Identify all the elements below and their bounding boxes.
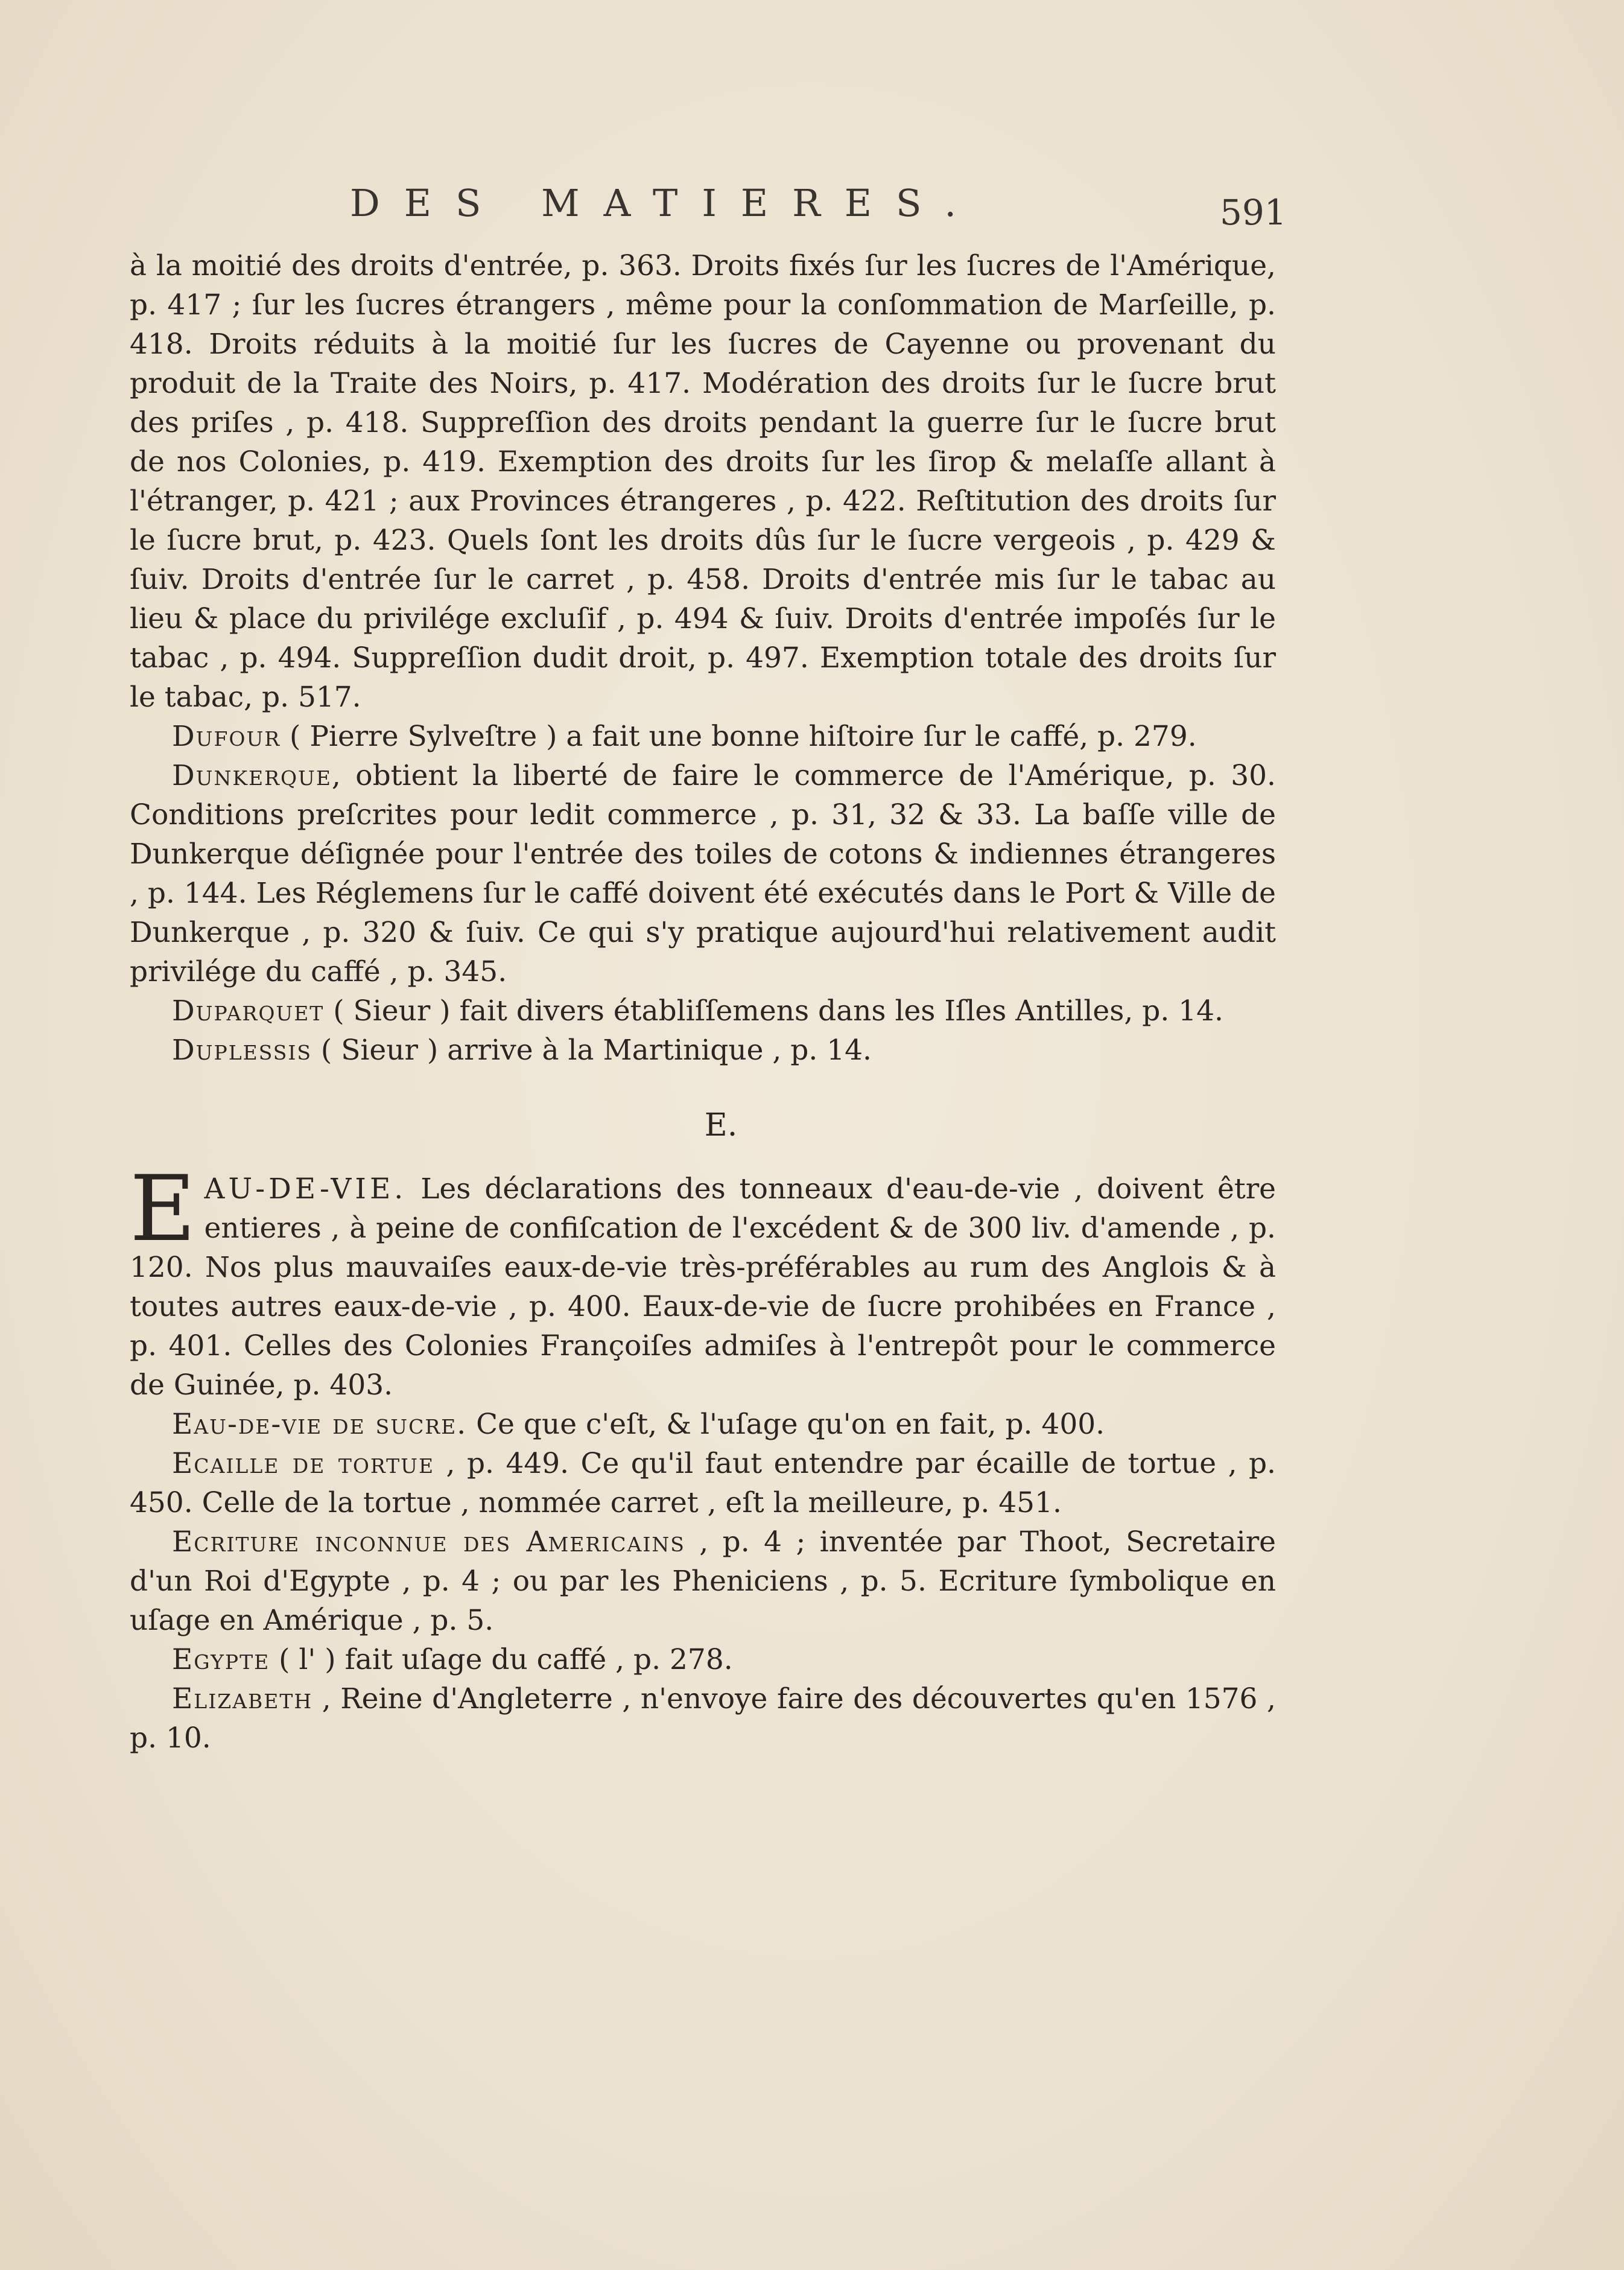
entry-head: Duplessis	[172, 1034, 312, 1067]
entry-body: Ce que c'eſt, & l'uſage qu'on en fait, p. 400.	[467, 1408, 1105, 1441]
running-title: DES MATIERES.	[350, 181, 981, 225]
entry-head: Dunkerque	[172, 759, 332, 792]
entry-body: , Reine d'Angleterre , n'envoye faire des découvertes qu'en 1576 , p. 10.	[130, 1682, 1276, 1755]
entry-dufour	[130, 717, 1276, 756]
entry-body: ( l' ) fait uſage du caffé , p. 278.	[270, 1643, 733, 1676]
entry-head: Elizabeth	[172, 1682, 313, 1715]
entry-duplessis	[130, 1031, 1276, 1070]
entry-head: Ecaille de tortue	[172, 1447, 435, 1480]
entry-egypte	[130, 1640, 1276, 1679]
entry-eau-de-vie-de-sucre	[130, 1405, 1276, 1444]
entry-head: AU-DE-VIE.	[204, 1172, 407, 1206]
entry-body: , p. 449. Ce qu'il faut entendre par écaille de tortue , p. 450. Celle de la tortue , nommée carret , eſt la meilleure, p. 451.	[130, 1447, 1276, 1519]
entry-body: Les déclarations des tonneaux d'eau-de-vie , doivent être entieres , à peine de confiſcation de l'excédent & de 300 liv. d'amende , p. 120. Nos plus mauvaiſes eaux-de-vie très-préférables au rum des Anglois & à toutes autres eaux-de-vie , p. 400. Eaux-de-vie de ſucre prohibées en France , p. 401. Celles des Colonies Françoiſes admiſes à l'entrepôt pour le commerce de Guinée, p. 403.	[130, 1172, 1276, 1402]
index-text	[130, 246, 1276, 1758]
entry-body: ( Sieur ) arrive à la Martinique , p. 14.	[311, 1034, 872, 1067]
entry-body: ( Sieur ) fait divers établiſſemens dans les Iſles Antilles, p. 14.	[324, 994, 1223, 1028]
entry-body: , obtient la liberté de faire le commerce de l'Amérique, p. 30. Conditions preſcrites pour ledit commerce , p. 31, 32 & 33. La baſſe ville de Dunkerque déſignée pour l'entrée des toiles de cotons & indiennes étrangeres , p. 144. Les Réglemens ſur le caffé doivent été exécutés dans le Port & Ville de Dunkerque , p. 320 & ſuiv. Ce qui s'y pratique aujourd'hui relativement audit privilége du caffé , p. 345.	[130, 759, 1276, 988]
entry-elizabeth	[130, 1679, 1276, 1758]
page-number: 591	[1220, 192, 1287, 233]
entry-duparquet	[130, 991, 1276, 1031]
drop-cap: E	[130, 1157, 196, 1262]
entry-eau-de-vie	[130, 1157, 1276, 1405]
entry-head: Ecriture inconnue des Americains	[172, 1525, 685, 1559]
entry-ecriture	[130, 1522, 1276, 1640]
section-letter-e: E.	[704, 1107, 738, 1143]
entry-ecaille	[130, 1444, 1276, 1522]
entry-head: Egypte	[172, 1643, 270, 1676]
entry-dunkerque	[130, 756, 1276, 991]
entry-head: Duparquet	[172, 994, 325, 1028]
entry-head: Eau-de-vie de sucre.	[172, 1408, 468, 1441]
continued-entry: à la moitié des droits d'entrée, p. 363. Droits fixés ſur les ſucres de l'Amérique, p. 417 ; ſur les ſucres étrangers , même pour la conſommation de Marſeille, p. 418. Droits réduits à la moitié ſur les ſucres de Cayenne ou provenant du produit de la Traite des Noirs, p. 417. Modération des droits ſur le ſucre brut des priſes , p. 418. Suppreſſion des droits pendant la guerre ſur le ſucre brut de nos Colonies, p. 419. Exemption des droits ſur les ſirop & melaſſe allant à l'étranger, p. 421 ; aux Provinces étrangeres , p. 422. Reſtitution des droits ſur le ſucre brut, p. 423. Quels ſont les droits dûs ſur le ſucre vergeois , p. 429 & ſuiv. Droits d'entrée ſur le carret , p. 458. Droits d'entrée mis ſur le tabac au lieu & place du privilége excluſif , p. 494 & ſuiv. Droits d'entrée impoſés ſur le tabac , p. 494. Suppreſſion dudit droit, p. 497. Exemption totale des droits ſur le tabac, p. 517.	[130, 249, 1276, 714]
entry-body: , p. 4 ; inventée par Thoot, Secretaire d'un Roi d'Egypte , p. 4 ; ou par les Pheniciens , p. 5. Ecriture ſymbolique en uſage en Amérique , p. 5.	[130, 1525, 1277, 1637]
entry-head: Dufour	[172, 720, 281, 753]
entry-body: ( Pierre Sylveſtre ) a fait une bonne hiſtoire ſur le caffé, p. 279.	[281, 720, 1197, 753]
